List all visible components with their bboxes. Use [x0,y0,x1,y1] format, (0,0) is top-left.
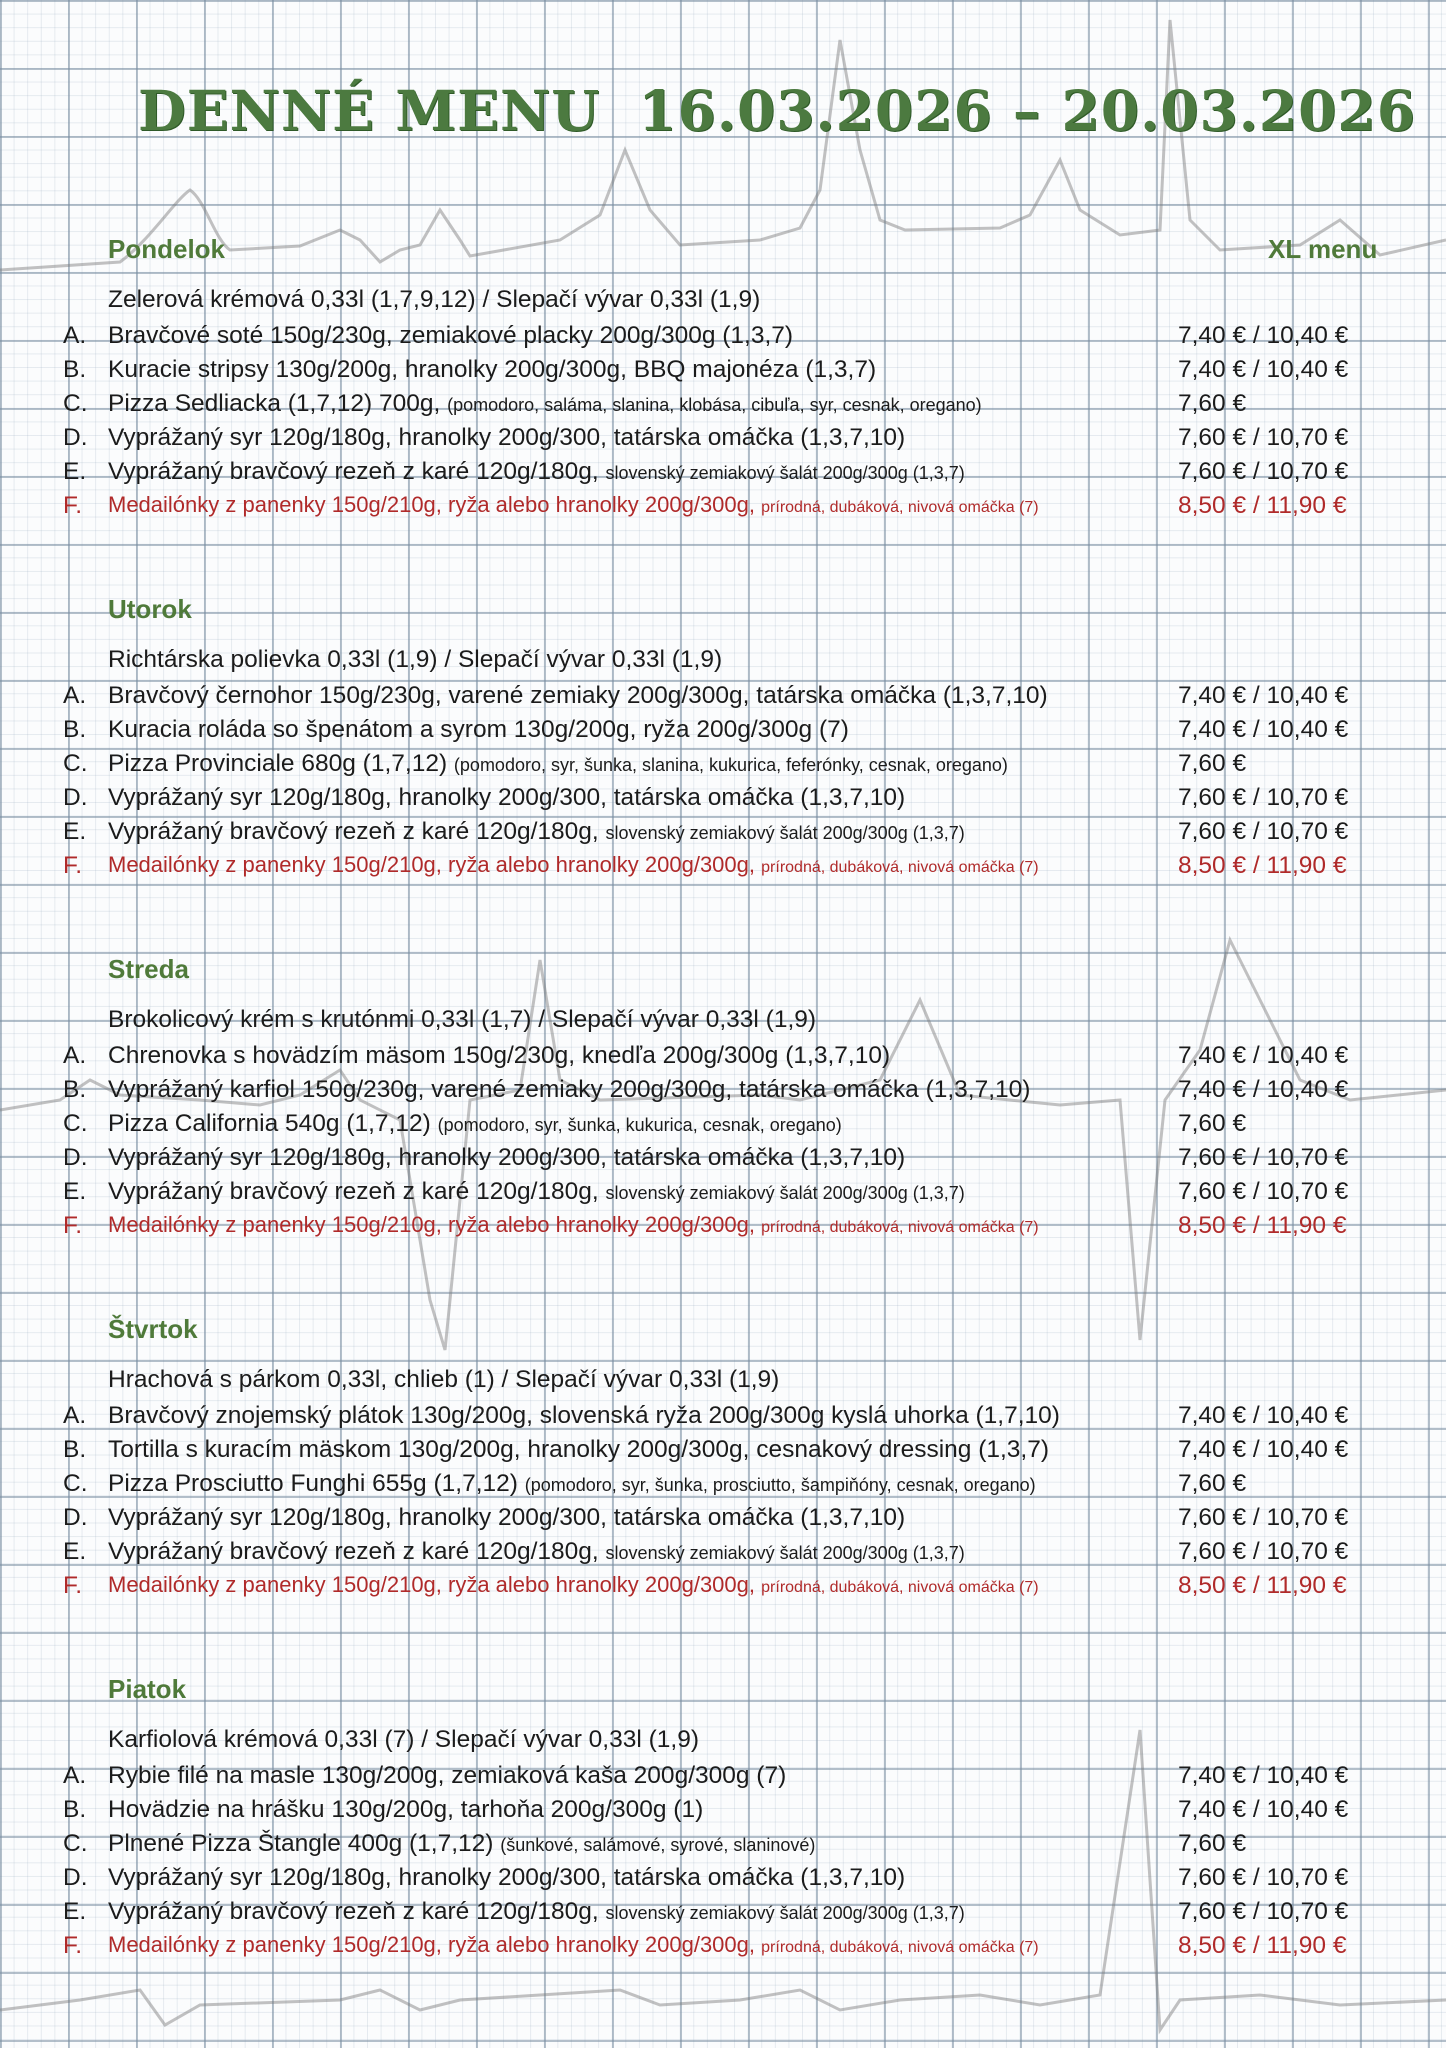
item-main: Medailónky z panenky 150g/210g, ryža alebo hranolky 200g/300g, [108,492,756,517]
item-description [108,1898,965,1926]
item-main: Kuracie stripsy 130g/200g, hranolky 200g/300g, BBQ majonéza (1,3,7) [108,356,877,383]
item-price: 7,40 € / 10,40 € [1178,1402,1349,1429]
item-price: 7,40 € / 10,40 € [1178,1796,1349,1823]
title-label: DENNÉ MENU [138,78,601,143]
item-letter: A. [63,682,87,709]
item-description [108,1932,1039,1958]
item-note: (pomodoro, syr, šunka, kukurica, cesnak, oregano) [437,1115,842,1135]
menu-item [0,682,1446,716]
item-letter: E. [63,458,87,485]
item-letter: F. [63,852,83,879]
item-letter: B. [63,356,87,383]
item-description [108,1436,1049,1464]
item-description [108,1538,965,1566]
menu-item [0,322,1446,356]
page-title [138,78,1446,143]
item-price: 8,50 € / 11,90 € [1178,852,1347,879]
item-letter: A. [63,1042,87,1069]
item-main: Pizza Sedliacka (1,7,12) 700g, [108,390,441,417]
item-main: Vyprážaný syr 120g/180g, hranolky 200g/300, tatárska omáčka (1,3,7,10) [108,1144,906,1171]
item-main: Bravčový znojemský plátok 130g/200g, slovenská ryža 200g/300g kyslá uhorka (1,7,10) [108,1402,1060,1429]
item-letter: F. [63,1212,83,1239]
xl-menu-header: XL menu [1268,234,1378,264]
item-price: 7,60 € / 10,70 € [1178,1178,1349,1205]
menu-item [0,1796,1446,1830]
soup-line: Zelerová krémová 0,33l (1,7,9,12) / Slepačí vývar 0,33l (1,9) [108,286,761,313]
item-letter: E. [63,1178,87,1205]
item-description [108,716,849,744]
menu-item [0,1830,1446,1864]
item-letter: B. [63,1076,87,1103]
item-price: 7,60 € [1178,390,1247,417]
item-main: Tortilla s kuracím mäskom 130g/200g, hranolky 200g/300g, cesnakový dressing (1,3,7) [108,1436,1050,1463]
menu-item [0,1144,1446,1178]
soup-line: Brokolicový krém s krutónmi 0,33l (1,7) / Slepačí vývar 0,33l (1,9) [108,1006,817,1033]
menu-item [0,424,1446,458]
item-main: Vyprážaný bravčový rezeň z karé 120g/180g, [108,1178,599,1205]
item-letter: E. [63,1898,87,1925]
item-letter: C. [63,750,88,777]
item-main: Bravčové soté 150g/230g, zemiakové placky 200g/300g (1,3,7) [108,322,794,349]
item-main: Plnené Pizza Štangle 400g (1,7,12) [108,1830,494,1857]
item-main: Pizza California 540g (1,7,12) [108,1110,431,1137]
item-letter: B. [63,716,87,743]
item-note: (pomodoro, saláma, slanina, klobása, cibuľa, syr, cesnak, oregano) [447,395,982,415]
item-main: Medailónky z panenky 150g/210g, ryža alebo hranolky 200g/300g, [108,1932,756,1957]
item-note: (pomodoro, syr, šunka, slanina, kukurica, feferónky, cesnak, oregano) [453,755,1008,775]
item-note: (šunkové, salámové, syrové, slaninové) [500,1835,816,1855]
item-note: slovenský zemiakový šalát 200g/300g (1,3,7) [605,463,965,483]
item-price: 7,60 € / 10,70 € [1178,1538,1349,1565]
menu-item [0,1898,1446,1932]
item-letter: C. [63,1470,88,1497]
menu-item [0,458,1446,492]
item-description [108,682,1048,710]
item-letter: A. [63,1402,87,1429]
item-note: prírodná, dubáková, nivová omáčka (7) [761,499,1039,516]
menu-item [0,750,1446,784]
item-price: 7,60 € [1178,1830,1247,1857]
item-main: Vyprážaný syr 120g/180g, hranolky 200g/300, tatárska omáčka (1,3,7,10) [108,1504,906,1531]
item-main: Medailónky z panenky 150g/210g, ryža alebo hranolky 200g/300g, [108,1572,756,1597]
item-description [108,458,965,486]
menu-item [0,852,1446,886]
item-description [108,1076,1030,1104]
item-description [108,1504,905,1532]
item-price: 7,60 € / 10,70 € [1178,784,1349,811]
item-description [108,1178,965,1206]
item-letter: F. [63,492,83,519]
item-description [108,818,965,846]
item-main: Bravčový černohor 150g/230g, varené zemiaky 200g/300g, tatárska omáčka (1,3,7,10) [108,682,1048,709]
soup-line: Karfiolová krémová 0,33l (7) / Slepačí vývar 0,33l (1,9) [108,1726,699,1753]
item-price: 7,40 € / 10,40 € [1178,1436,1349,1463]
item-description [108,1110,842,1138]
item-description [108,1762,786,1790]
item-price: 7,60 € / 10,70 € [1178,1864,1349,1891]
menu-item [0,1402,1446,1436]
item-main: Rybie filé na masle 130g/200g, zemiaková kaša 200g/300g (7) [108,1762,787,1789]
item-main: Vyprážaný syr 120g/180g, hranolky 200g/300, tatárska omáčka (1,3,7,10) [108,1864,906,1891]
item-letter: A. [63,1762,87,1789]
menu-item [0,390,1446,424]
day-name: Streda [108,954,189,984]
item-description [108,750,1008,778]
item-description [108,1402,1060,1430]
item-main: Kuracia roláda so špenátom a syrom 130g/200g, ryža 200g/300g (7) [108,716,849,743]
item-note: (pomodoro, syr, šunka, prosciutto, šampiňóny, cesnak, oregano) [524,1475,1036,1495]
item-description [108,390,982,418]
soup-line: Richtárska polievka 0,33l (1,9) / Slepačí vývar 0,33l (1,9) [108,646,723,673]
item-price: 7,60 € / 10,70 € [1178,1144,1349,1171]
item-description [108,1864,905,1892]
item-description [108,1830,815,1858]
menu-item [0,1178,1446,1212]
item-description [108,356,876,384]
item-price: 8,50 € / 11,90 € [1178,492,1347,519]
item-main: Vyprážaný syr 120g/180g, hranolky 200g/300, tatárska omáčka (1,3,7,10) [108,424,906,451]
menu-item [0,1864,1446,1898]
item-description [108,1796,703,1824]
item-note: prírodná, dubáková, nivová omáčka (7) [761,1219,1039,1236]
item-letter: B. [63,1796,87,1823]
item-description [108,424,905,452]
item-main: Vyprážaný bravčový rezeň z karé 120g/180g, [108,1538,599,1565]
item-main: Pizza Prosciutto Funghi 655g (1,7,12) [108,1470,518,1497]
menu-item [0,1212,1446,1246]
item-letter: A. [63,322,87,349]
menu-item [0,1076,1446,1110]
item-price: 7,60 € / 10,70 € [1178,1898,1349,1925]
day-name: Štvrtok [108,1314,198,1344]
item-main: Vyprážaný bravčový rezeň z karé 120g/180g, [108,458,599,485]
item-price: 7,60 € [1178,1110,1247,1137]
menu-item [0,716,1446,750]
item-letter: D. [63,1144,88,1171]
item-main: Vyprážaný bravčový rezeň z karé 120g/180g, [108,1898,599,1925]
item-letter: E. [63,818,87,845]
item-main: Pizza Provinciale 680g (1,7,12) [108,750,448,777]
item-letter: C. [63,390,88,417]
item-description [108,322,793,350]
item-description [108,1572,1039,1598]
item-price: 7,60 € / 10,70 € [1178,1504,1349,1531]
menu-item [0,784,1446,818]
item-main: Medailónky z panenky 150g/210g, ryža alebo hranolky 200g/300g, [108,1212,756,1237]
item-description [108,1470,1036,1498]
item-letter: C. [63,1110,88,1137]
item-letter: E. [63,1538,87,1565]
menu-item [0,356,1446,390]
item-letter: D. [63,424,88,451]
menu-item [0,1436,1446,1470]
day-name: Utorok [108,594,192,624]
menu-item [0,1932,1446,1966]
item-price: 7,60 € / 10,70 € [1178,458,1349,485]
item-letter: F. [63,1572,83,1599]
day-name: Pondelok [108,234,226,264]
soup-line: Hrachová s párkom 0,33l, chlieb (1) / Slepačí vývar 0,33l (1,9) [108,1366,780,1393]
item-price: 7,60 € / 10,70 € [1178,424,1349,451]
menu-item [0,492,1446,526]
item-note: prírodná, dubáková, nivová omáčka (7) [761,1939,1039,1956]
item-description [108,852,1039,878]
ecg-wave-top [0,20,1446,270]
item-price: 7,40 € / 10,40 € [1178,1762,1349,1789]
item-price: 7,40 € / 10,40 € [1178,1042,1349,1069]
item-main: Vyprážaný syr 120g/180g, hranolky 200g/300, tatárska omáčka (1,3,7,10) [108,784,906,811]
item-note: slovenský zemiakový šalát 200g/300g (1,3,7) [605,1903,965,1923]
item-price: 7,60 € [1178,1470,1247,1497]
item-price: 8,50 € / 11,90 € [1178,1212,1347,1239]
item-letter: D. [63,1504,88,1531]
item-letter: D. [63,784,88,811]
item-note: slovenský zemiakový šalát 200g/300g (1,3,7) [605,1183,965,1203]
item-description [108,492,1039,518]
menu-item [0,1762,1446,1796]
item-note: prírodná, dubáková, nivová omáčka (7) [761,1579,1039,1596]
menu-item [0,1042,1446,1076]
item-main: Vyprážaný karfiol 150g/230g, varené zemiaky 200g/300g, tatárska omáčka (1,3,7,10) [108,1076,1031,1103]
item-description [108,784,905,812]
item-price: 7,40 € / 10,40 € [1178,682,1349,709]
item-price: 8,50 € / 11,90 € [1178,1572,1347,1599]
item-price: 7,60 € / 10,70 € [1178,818,1349,845]
item-description [108,1042,890,1070]
item-price: 8,50 € / 11,90 € [1178,1932,1347,1959]
item-description [108,1144,905,1172]
menu-item [0,818,1446,852]
item-price: 7,40 € / 10,40 € [1178,716,1349,743]
item-main: Chrenovka s hovädzím mäsom 150g/230g, knedľa 200g/300g (1,3,7,10) [108,1042,891,1069]
item-main: Hovädzie na hrášku 130g/200g, tarhoňa 200g/300g (1) [108,1796,704,1823]
item-letter: D. [63,1864,88,1891]
item-note: prírodná, dubáková, nivová omáčka (7) [761,859,1039,876]
day-name: Piatok [108,1674,187,1704]
item-letter: B. [63,1436,87,1463]
item-main: Vyprážaný bravčový rezeň z karé 120g/180g, [108,818,599,845]
menu-item [0,1504,1446,1538]
item-main: Medailónky z panenky 150g/210g, ryža alebo hranolky 200g/300g, [108,852,756,877]
item-note: slovenský zemiakový šalát 200g/300g (1,3,7) [605,1543,965,1563]
menu-item [0,1110,1446,1144]
title-dates: 16.03.2026 – 20.03.2026 [638,78,1416,143]
menu-item [0,1470,1446,1504]
menu-item [0,1572,1446,1606]
item-price: 7,60 € [1178,750,1247,777]
item-description [108,1212,1039,1238]
item-letter: F. [63,1932,83,1959]
item-price: 7,40 € / 10,40 € [1178,322,1349,349]
item-price: 7,40 € / 10,40 € [1178,356,1349,383]
item-letter: C. [63,1830,88,1857]
menu-item [0,1538,1446,1572]
item-note: slovenský zemiakový šalát 200g/300g (1,3,7) [605,823,965,843]
item-price: 7,40 € / 10,40 € [1178,1076,1349,1103]
